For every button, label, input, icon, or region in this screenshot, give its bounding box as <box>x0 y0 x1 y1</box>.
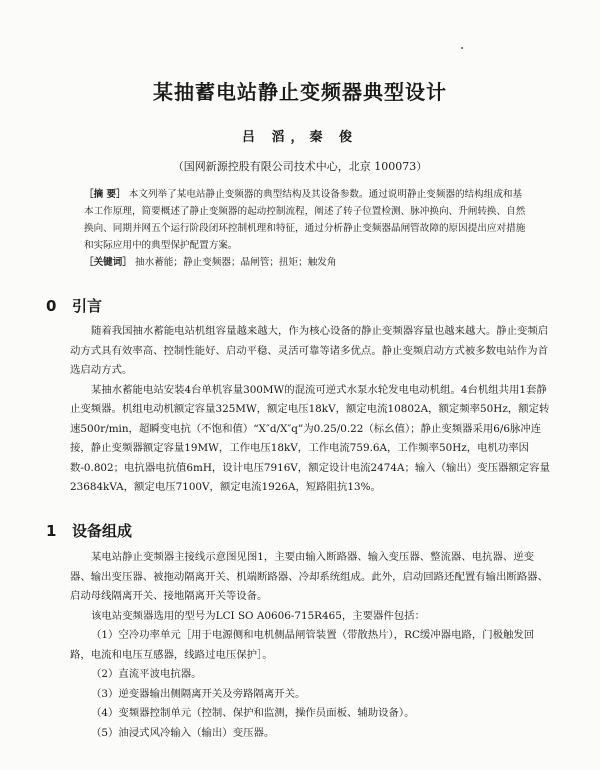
section-0-title: 引言 <box>72 297 103 315</box>
abstract-text: 本文列举了某电站静止变频器的典型结构及其设备参数。通过说明静止变频器的结构组成和基本工作原理，简要概述了静止变频器的起动控制流程，阐述了转子位置检测、脉冲换向、升闸转换、自然换向、同期并网五个运行阶段闭环控制机理和特征，通过分析静止变频器晶闸管故障的原因提出应对措施和实际应用中的典型保护配置方案。 <box>84 189 526 251</box>
paper-authors: 吕 滔，秦 俊 <box>241 130 359 145</box>
list-item: （2）直流平波电抗器。 <box>91 668 202 680</box>
section-1-number: 1 <box>46 522 57 540</box>
paper-affiliation: （国网新源控股有限公司技术中心，北京 100073） <box>172 160 428 173</box>
list-item: （4）变频器控制单元（控制、保护和监测，操作员面板、辅助设备）。 <box>91 707 415 719</box>
section-1-paragraph-1: 某电站静止变频器主接线示意图见图1，主要由输入断路器、输入变压器、整流器、电抗器、逆变器、输出变压器、被拖动隔离开关、机端断路器、冷却系统组成。此外，启动回路还配置有输出断路器、启动母线隔离开关、接地隔离开关等设备。 <box>70 551 548 602</box>
keywords-paragraph <box>84 254 530 271</box>
list-item: （5）油浸式风冷输入（输出）变压器。 <box>91 726 275 739</box>
scan-speck <box>461 47 463 49</box>
section-0-body <box>70 322 550 498</box>
keywords-text: 抽水蓄能；静止变频器；晶闸管；扭矩；触发角 <box>135 257 337 268</box>
abstract-paragraph <box>84 186 530 254</box>
paper-title: 某抽蓄电站静止变频器典型设计 <box>153 80 447 104</box>
section-1-title: 设备组成 <box>72 522 133 540</box>
abstract-block <box>84 186 530 271</box>
section-0-paragraph-2: 某抽水蓄能电站安装4台单机容量300MW的混流可逆式水泵水轮发电电动机组。4台机组共用1套静止变频器。机组电动机额定容量325MW，额定电压18kV，额定电流10802A，额定频率50Hz，额定转速500r/min，超瞬变电抗（不饱和值）“X″d/X″q”为0.25/0.22（标幺值）；静止变频器采用6/6脉冲连接，静止变频器额定容量19MW，工作电压18kV，工作电流759.6A，工作频率50Hz，电机功率因数-0.802；电抗器电抗值6mH，设计电压7916V，额定设计电流2474A；输入（输出）变压器额定容量23684kVA，额定电压7100V，额定电流1926A，短路阻抗13%。 <box>70 383 550 493</box>
keywords-label: ［关键词］ <box>84 257 132 268</box>
list-item: （3）逆变器输出侧隔离开关及旁路隔离开关。 <box>91 687 306 700</box>
list-item: （1）空冷功率单元［用于电源侧和电机侧晶闸管装置（带散热片），RC缓冲器电路，门极触发回路，电流和电压互感器，线路过电压保护］。 <box>70 629 535 661</box>
section-1-paragraph-2: 该电站变频器选用的型号为LCI SO A0606-715R465，主要器件包括： <box>91 609 425 622</box>
abstract-label: ［摘 要］ <box>84 189 126 200</box>
section-1-body <box>70 548 550 743</box>
section-1-heading <box>46 520 132 541</box>
section-0-number: 0 <box>46 297 57 315</box>
section-0-paragraph-1: 随着我国抽水蓄能电站机组容量越来越大，作为核心设备的静止变频器容量也越来越大。静止变频启动方式具有效率高、控制性能好、启动平稳、灵活可靠等诸多优点。静止变频启动方式被多数电站作为首选启动方式。 <box>70 325 549 376</box>
section-0-heading <box>46 295 102 316</box>
